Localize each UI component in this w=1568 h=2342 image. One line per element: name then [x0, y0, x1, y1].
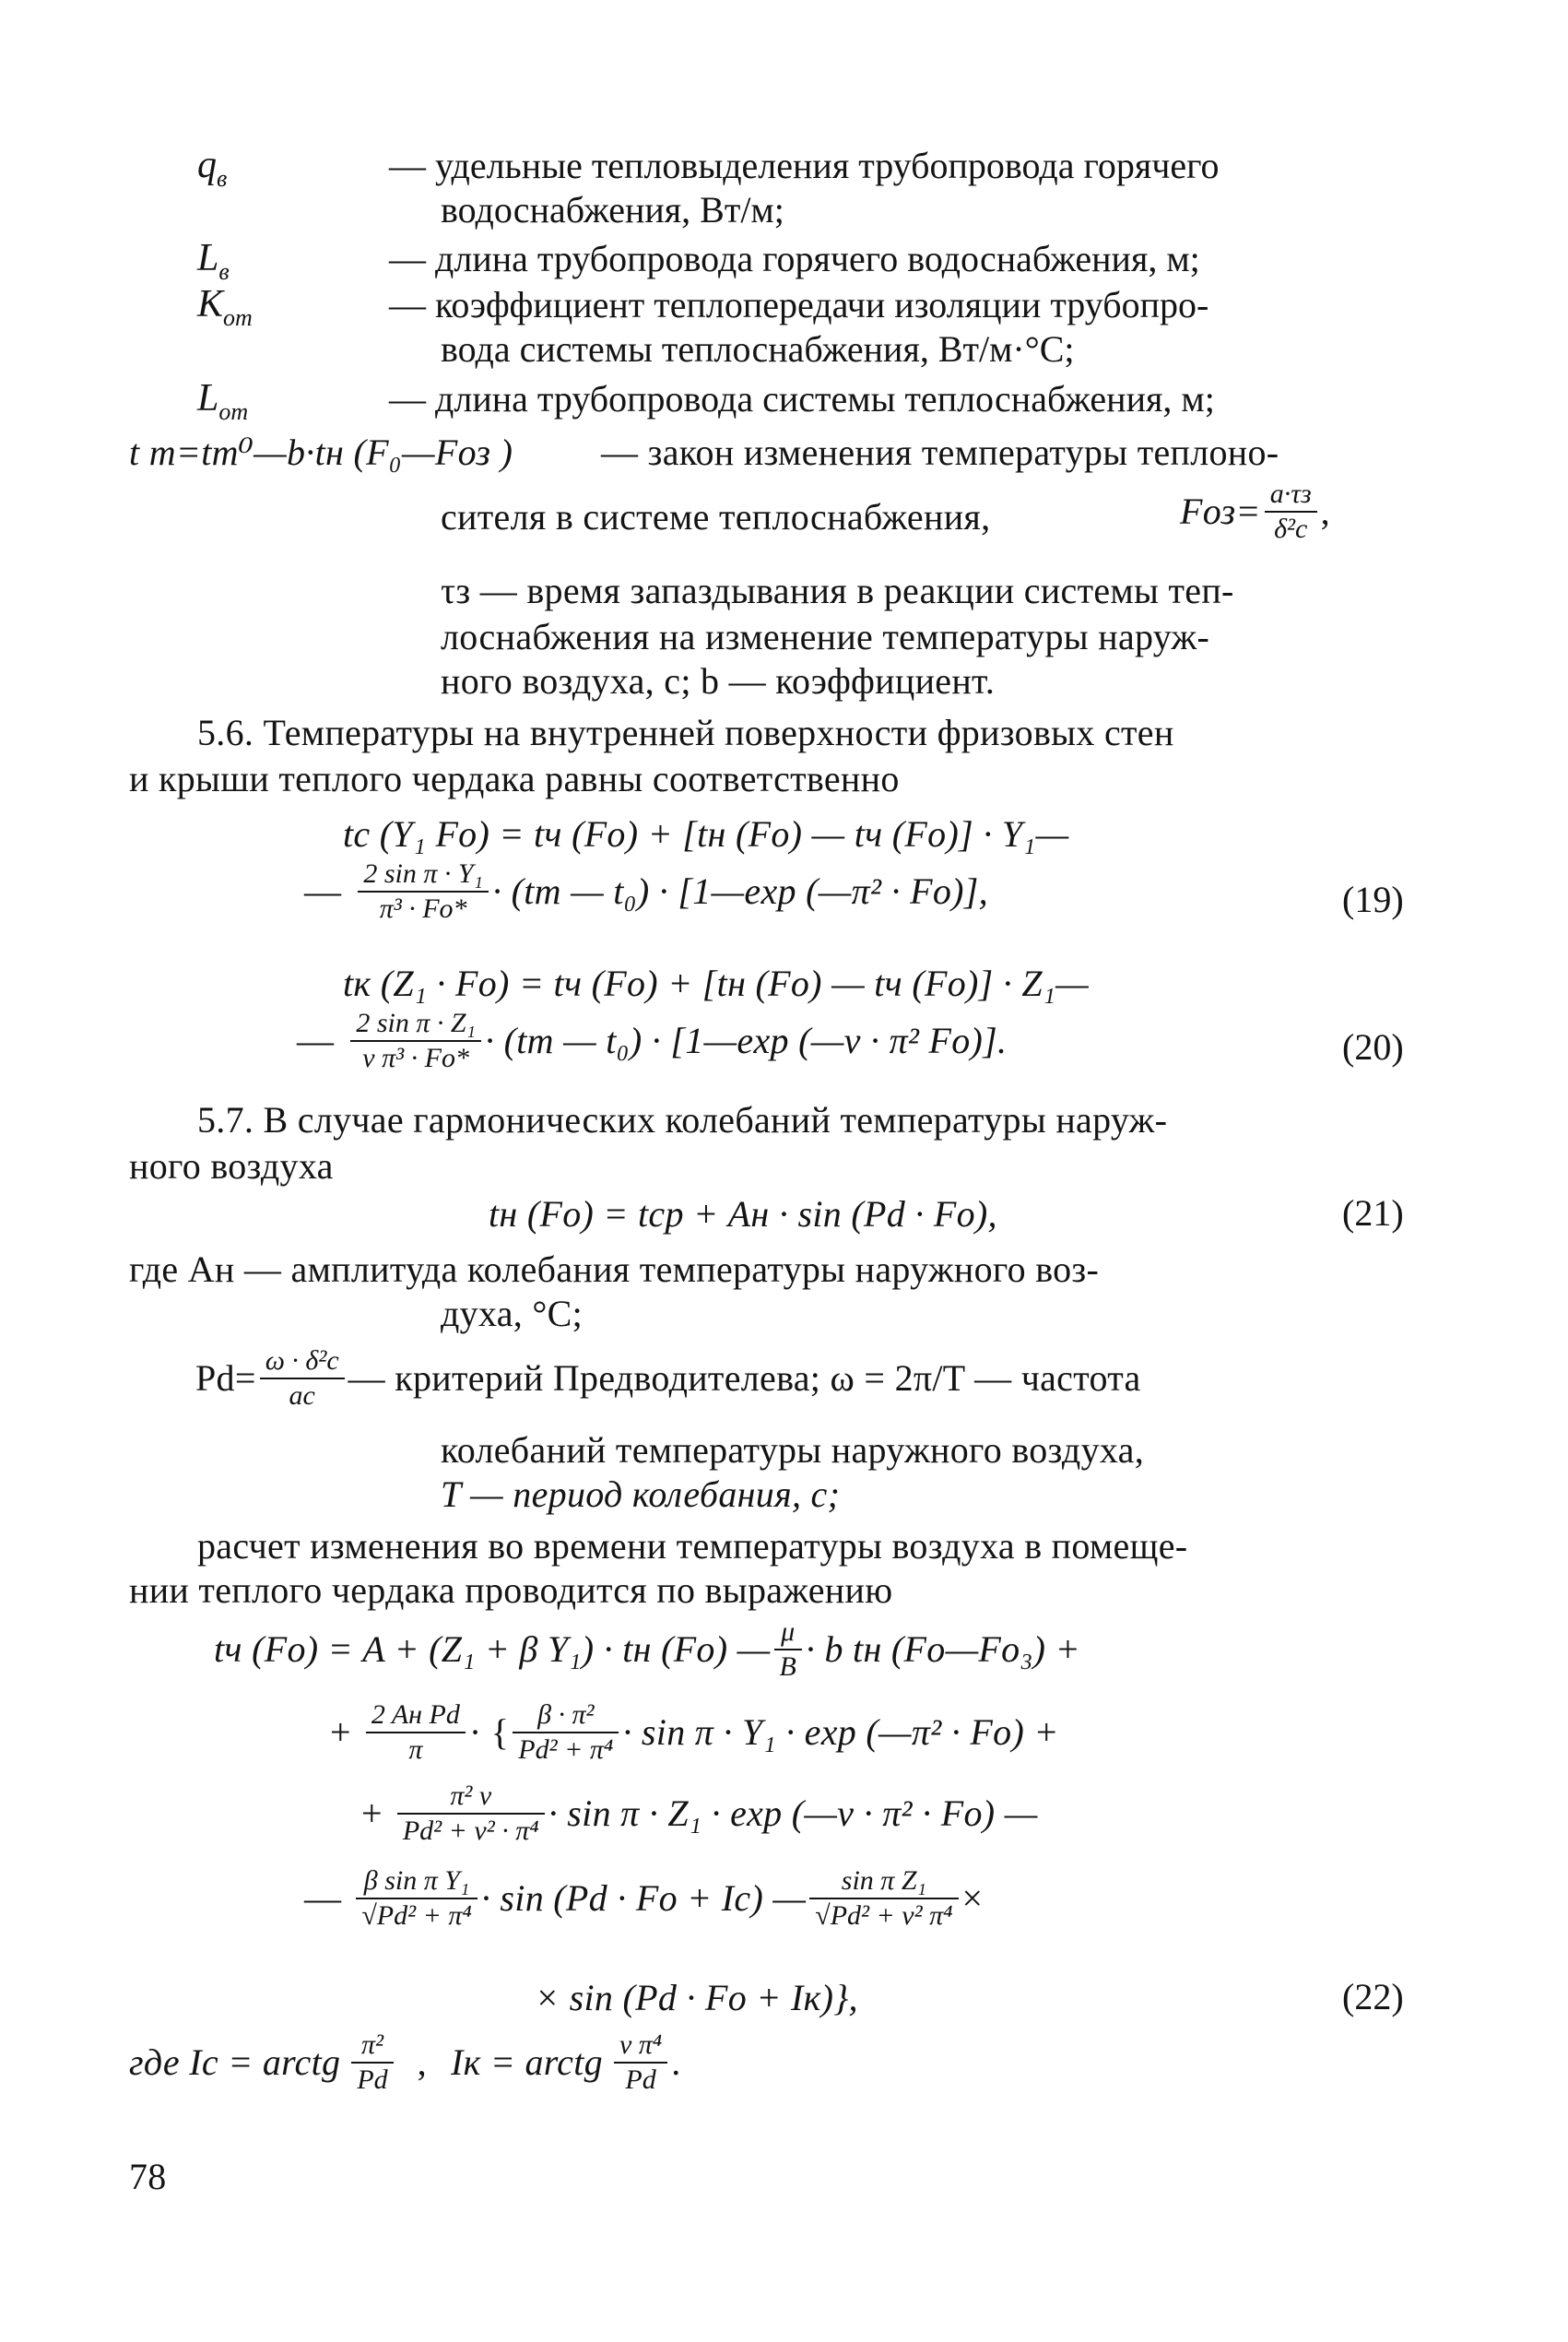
where-i-sep: ,	[417, 2041, 427, 2083]
pd-fraction	[260, 1344, 345, 1413]
eq19-frac-den: π³ · Fo*	[379, 893, 467, 924]
definition-kot-line1: — коэффициент теплопередачи изоляции трубопро-	[389, 284, 1209, 325]
def-sub: в	[217, 165, 228, 192]
law-formula: t т=tт⁰—b·tн (F₀—Fоз )	[129, 432, 513, 473]
eq22-l2-rest: · sin π · Y₁ · exp (—π² · Fo) +	[622, 1711, 1059, 1753]
where-i-frac2	[614, 2029, 667, 2097]
definition-lot-line1: — длина трубопровода системы теплоснабжения, м;	[389, 378, 1215, 420]
eq22-number: (22)	[1342, 1976, 1404, 2017]
eq22-l4-num: β sin π Y₁	[356, 1864, 477, 1899]
def-sub: от	[218, 398, 249, 425]
eq20-fraction	[350, 1007, 481, 1075]
eq20-rest: · (tm — t₀) · [1—exp (—ν · π² Fo)].	[484, 1020, 1008, 1061]
def-symbol: K	[197, 283, 224, 325]
section-57-line1: 5.7. В случае гармонических колебаний температуры наруж-	[197, 1099, 1168, 1141]
where-i-tail: .	[671, 2041, 681, 2083]
law-text: — закон изменения температуры теплоно-	[601, 432, 1279, 473]
where-i-line	[129, 2029, 681, 2097]
eq19-number: (19)	[1342, 879, 1404, 920]
definition-qv-line1: — удельные тепловыделения трубопровода горячего	[389, 145, 1220, 186]
eq22-l1b: · b tн (Fo—Fo₃) +	[805, 1628, 1080, 1670]
eq22-l2-den: π	[408, 1734, 423, 1765]
def-sub: в	[218, 258, 230, 285]
eq19-line2	[304, 858, 988, 926]
eq22-l4-mid: · sin (Pd · Fo + Iс) —	[480, 1877, 807, 1919]
definition-qv-line2: водоснабжения, Вт/м;	[441, 189, 784, 231]
calc-line1: расчет изменения во времени температуры воздуха в помеще-	[197, 1525, 1188, 1567]
eq19-minus: —	[304, 870, 342, 912]
eq22-l2-fraction2	[513, 1698, 619, 1767]
where-i-prefix: где Iс = arctg	[129, 2041, 341, 2083]
section-57-line2: ного воздуха	[129, 1145, 334, 1187]
calc-line2: нии теплого чердака проводится по выражению	[129, 1569, 893, 1611]
eq22-l4-den: √Pd² + π⁴	[361, 1900, 472, 1931]
def-symbol: L	[197, 377, 219, 420]
definition-qv	[197, 143, 228, 192]
eq22-l2-mid: · {	[468, 1711, 510, 1753]
eq22-line5: × sin (Pd · Fo + Iк)},	[535, 1977, 858, 2018]
def-sub: от	[223, 304, 253, 331]
pd-line3: T — период колебания, с;	[441, 1473, 841, 1515]
eq21-formula: tн (Fo) = tср + Aн · sin (Pd · Fo),	[489, 1193, 997, 1235]
eq22-l4-fraction	[356, 1864, 477, 1933]
eq20-frac-den: ν π³ · Fo*	[362, 1043, 469, 1073]
eq19-fraction	[358, 858, 489, 926]
definition-kot-line2: вода системы теплоснабжения, Вт/м·°С;	[441, 328, 1075, 370]
def-symbol: L	[197, 237, 219, 279]
eq22-line1	[214, 1615, 1080, 1684]
section-56-line1: 5.6. Температуры на внутренней поверхности фризовых стен	[197, 712, 1174, 753]
eq22-l3-fraction	[397, 1780, 545, 1848]
eq22-l1-den: B	[779, 1651, 796, 1682]
eq22-l4-num2: sin π Z₁	[809, 1864, 958, 1899]
eq22-l2-num: 2 Aн Pd	[366, 1698, 466, 1733]
tau-line-1: τз — время запаздывания в реакции системы теп-	[441, 570, 1234, 611]
pd-lhs: Pd=	[195, 1357, 256, 1399]
eq22-line2	[330, 1698, 1059, 1767]
foz-tail: ,	[1320, 491, 1330, 532]
eq22-line3	[361, 1780, 1038, 1848]
pd-line2: колебаний температуры наружного воздуха,	[441, 1429, 1144, 1471]
eq22-l4-fraction2	[809, 1864, 958, 1933]
eq21-number: (21)	[1342, 1192, 1404, 1234]
definition-lv-line1: — длина трубопровода горячего водоснабжения, м;	[389, 238, 1200, 279]
pd-num: ω · δ²c	[260, 1344, 345, 1379]
eq20-number: (20)	[1342, 1026, 1404, 1068]
eq19-rest: · (tm — t₀) · [1—exp (—π² · Fo)],	[491, 870, 988, 912]
eq22-l3-den: Pd² + ν² · π⁴	[402, 1816, 539, 1846]
where-a-line2: духа, °С;	[441, 1293, 584, 1334]
where-i-frac2-num: ν π⁴	[614, 2029, 667, 2064]
tau-line-2: лоснабжения на изменение температуры наруж-	[441, 616, 1210, 657]
page-number: 78	[129, 2156, 167, 2197]
definition-lot	[197, 376, 249, 425]
eq22-l1a: tч (Fo) = A + (Z₁ + β Y₁) · tн (Fo) —	[214, 1628, 771, 1670]
eq22-l4-minus: —	[304, 1877, 342, 1919]
foz-formula	[1180, 478, 1330, 546]
where-i-mid: Iк = arctg	[450, 2041, 603, 2083]
foz-fraction	[1265, 478, 1317, 546]
where-i-frac1-den: Pd	[357, 2064, 388, 2095]
definition-lv	[197, 236, 230, 285]
pd-den: ac	[289, 1380, 315, 1411]
eq22-l3-plus: +	[361, 1792, 383, 1834]
def-symbol: q	[197, 144, 217, 186]
pd-definition	[195, 1344, 1141, 1413]
eq19-frac-num: 2 sin π · Y₁	[358, 858, 489, 893]
pd-text: — критерий Предводителева; ω = 2π/T — частота	[348, 1357, 1141, 1399]
eq22-l4-den2: √Pd² + ν² π⁴	[815, 1900, 953, 1931]
where-i-frac1	[351, 2029, 393, 2097]
eq22-l3-rest: · sin π · Z₁ · exp (—ν · π² · Fo) —	[548, 1792, 1038, 1834]
eq22-l1-fraction	[774, 1615, 802, 1684]
eq22-l2-num2: β · π²	[513, 1698, 619, 1733]
foz-num: a·τз	[1265, 478, 1317, 513]
foz-den: δ²c	[1274, 514, 1308, 544]
eq20-minus: —	[297, 1020, 335, 1061]
eq19-line1: tс (Y₁ Fo) = tч (Fo) + [tн (Fo) — tч (Fo)] · Y₁—	[343, 813, 1069, 855]
where-i-frac1-num: π²	[351, 2029, 393, 2064]
eq22-line4	[304, 1864, 983, 1933]
eq22-l2-plus: +	[330, 1711, 351, 1753]
law-continuation: сителя в системе теплоснабжения,	[441, 496, 991, 538]
where-a-line1: где Aн — амплитуда колебания температуры наружного воз-	[129, 1248, 1100, 1290]
where-i-frac2-den: Pd	[625, 2064, 656, 2095]
definition-kot	[197, 282, 253, 331]
eq22-l3-num: π² ν	[397, 1780, 545, 1815]
foz-lhs: Fоз=	[1180, 491, 1261, 532]
eq20-line1: tк (Z₁ · Fo) = tч (Fo) + [tн (Fo) — tч (Fo)] · Z₁—	[343, 963, 1090, 1004]
section-56-line2: и крыши теплого чердака равны соответственно	[129, 758, 900, 799]
eq20-line2	[297, 1007, 1007, 1075]
eq22-l2-den2: Pd² + π⁴	[518, 1734, 614, 1765]
tau-line-3: ного воздуха, с; b — коэффициент.	[441, 660, 996, 702]
eq20-frac-num: 2 sin π · Z₁	[350, 1007, 481, 1042]
eq22-l4-tail: ×	[961, 1877, 984, 1919]
eq22-l2-fraction	[366, 1698, 466, 1767]
eq22-l1-num: μ	[774, 1615, 802, 1650]
